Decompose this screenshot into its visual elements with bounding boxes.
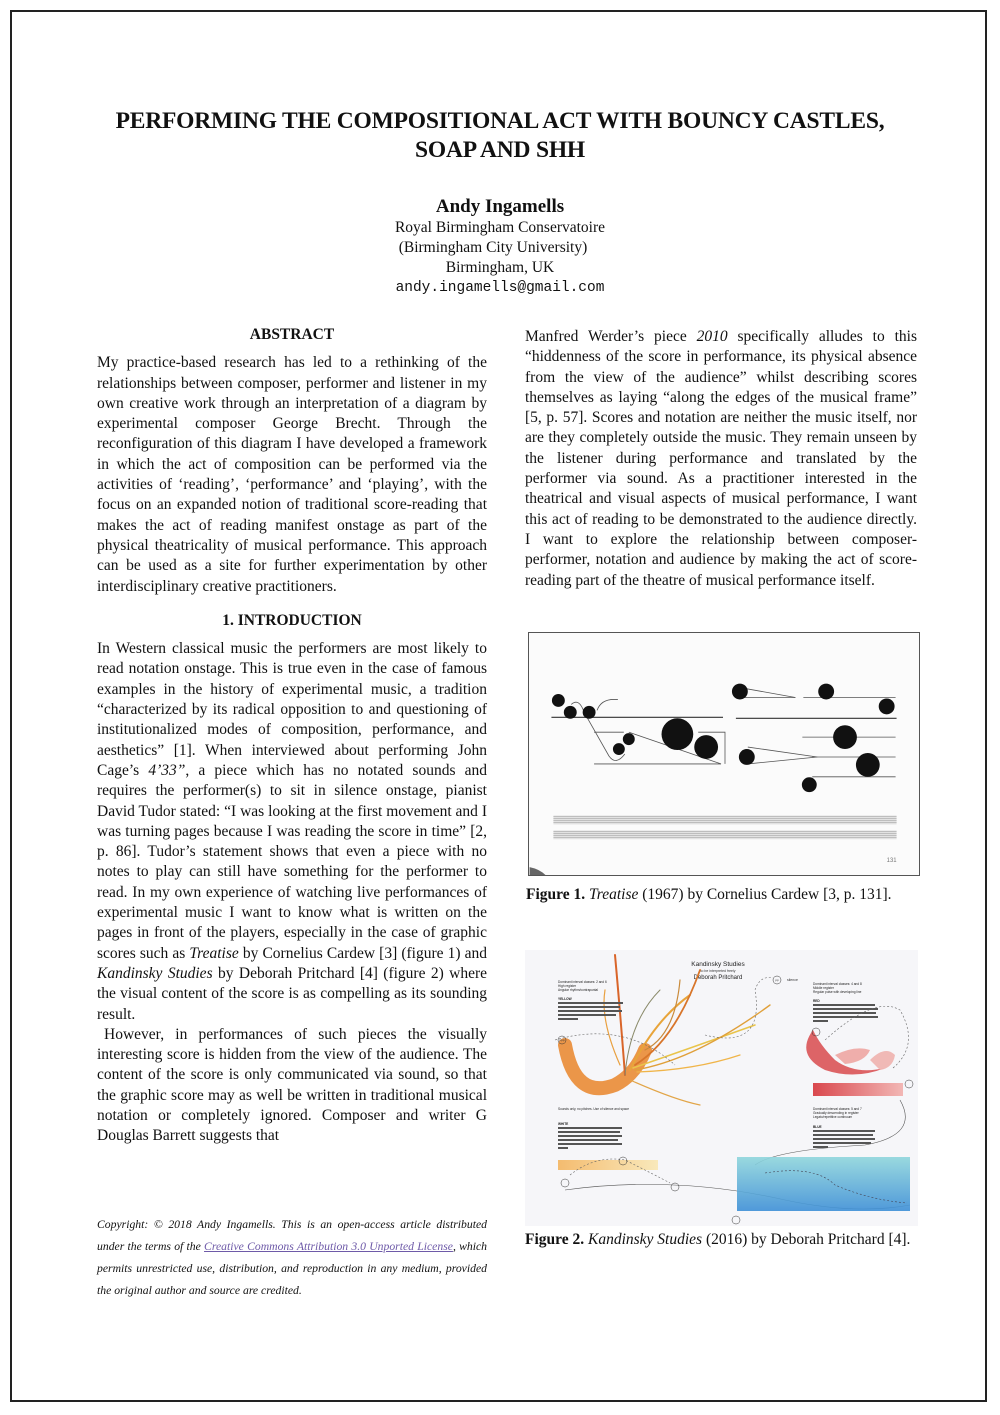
image-author: Deborah Pritchard bbox=[693, 975, 743, 981]
image-title: Kandinsky Studies bbox=[691, 961, 745, 968]
text-block bbox=[813, 1020, 828, 1022]
white-note: Sounds only, no pitches. Use of silence and space bbox=[558, 1107, 629, 1111]
work-title-treatise: Treatise bbox=[189, 944, 239, 962]
introduction-paragraph-1 bbox=[97, 639, 487, 1025]
text-block bbox=[558, 1143, 622, 1145]
annotation-text: Angular rhythm/contrapuntal bbox=[558, 988, 599, 992]
figure-1-caption bbox=[526, 885, 926, 905]
figure-2-caption-rest: (2016) by Deborah Pritchard [4]. bbox=[702, 1231, 911, 1248]
title-line-2: SOAP AND SHH bbox=[415, 137, 585, 163]
text-block bbox=[558, 1147, 568, 1149]
score-circle bbox=[662, 718, 694, 750]
text-block bbox=[558, 1006, 620, 1008]
staff-upper bbox=[553, 815, 896, 824]
score-circle bbox=[694, 735, 718, 759]
score-circle bbox=[739, 749, 755, 765]
right-column bbox=[525, 327, 917, 591]
figure-1-title: Treatise bbox=[589, 886, 639, 903]
blue-band bbox=[737, 1157, 910, 1211]
text-block bbox=[558, 1018, 578, 1020]
figure-1-label: Figure 1. bbox=[526, 886, 586, 903]
annotation-text: High register bbox=[558, 984, 577, 988]
text-block bbox=[558, 1010, 622, 1012]
author-location: Birmingham, UK bbox=[445, 259, 555, 276]
score-circle bbox=[552, 694, 565, 707]
text-block bbox=[558, 1014, 616, 1016]
score-circle bbox=[564, 706, 577, 719]
figure-2-image bbox=[525, 950, 918, 1226]
figure-2-label: Figure 2. bbox=[525, 1231, 585, 1248]
text-block bbox=[813, 1004, 875, 1006]
score-circle bbox=[732, 684, 748, 700]
score-circle bbox=[583, 706, 596, 719]
text-block bbox=[558, 1139, 618, 1141]
blue-heading: BLUE bbox=[813, 1125, 822, 1129]
annotation-text: Legato/repetitive continuum bbox=[813, 1115, 853, 1119]
score-circle bbox=[856, 753, 880, 777]
text-block bbox=[558, 1127, 622, 1129]
annotation-text: Regular pulse with developing line bbox=[813, 990, 862, 994]
score-circle bbox=[818, 684, 834, 700]
annotation-text: Middle register bbox=[813, 986, 834, 990]
intro-text-c: by Cornelius Cardew [3] (figure 1) and bbox=[238, 944, 488, 962]
affiliation-line-1: Royal Birmingham Conservatoire bbox=[394, 219, 606, 236]
dynamic-label: ppp bbox=[559, 1038, 565, 1042]
work-title-kandinsky: Kandinsky Studies bbox=[97, 964, 213, 982]
figure-1-caption-rest: (1967) by Cornelius Cardew [3, p. 131]. bbox=[638, 886, 892, 903]
author-email[interactable]: andy.ingamells@gmail.com bbox=[395, 280, 605, 296]
text-block bbox=[558, 1135, 622, 1137]
right-column-paragraph bbox=[525, 327, 917, 591]
annotation-text: Dominant interval classes: 2 and 6 bbox=[558, 980, 607, 984]
text-block bbox=[813, 1130, 875, 1132]
work-title-2010: 2010 bbox=[696, 328, 728, 345]
score-circle bbox=[613, 743, 625, 755]
introduction-paragraph-2: However, in performances of such pieces the visually interesting score is hidden from the view of the audience. The content of the score is only communicated via sound, so that the graphic score may as well be written in traditional musical notation or completely ignored. Composer and writer G Douglas Barrett suggests that bbox=[97, 1025, 487, 1145]
text-block bbox=[813, 1138, 875, 1140]
right-text-a: Manfred Werder’s piece bbox=[525, 328, 697, 345]
copyright-text-a: Copyright: © 2018 Andy Ingamells. This is an open-access article distributed under the terms of the bbox=[97, 1218, 487, 1253]
staff-band bbox=[553, 815, 896, 824]
image-subtitle: to be interpreted freely bbox=[700, 969, 736, 973]
work-title-433: 4’33” bbox=[148, 761, 186, 779]
white-heading: WHITE bbox=[558, 1122, 569, 1126]
silence-label: silence bbox=[787, 978, 798, 982]
score-circle bbox=[833, 725, 857, 749]
yellow-band bbox=[558, 1160, 658, 1170]
kandinsky-studies-drawing bbox=[525, 950, 918, 1226]
red-band bbox=[813, 1083, 903, 1096]
left-column bbox=[97, 325, 487, 1147]
annotation-text: Gradually descending in register bbox=[813, 1111, 859, 1115]
title-line-1: PERFORMING THE COMPOSITIONAL ACT WITH BOUNCY CASTLES, bbox=[115, 108, 885, 134]
staff-band bbox=[553, 830, 896, 839]
text-block bbox=[813, 1016, 878, 1018]
score-circle bbox=[623, 733, 635, 745]
text-block bbox=[813, 1008, 878, 1010]
text-block bbox=[813, 1142, 871, 1144]
right-text-b: specifically alludes to this “hiddenness of the score in performance, its physical absence from the view of the audience” whilst describing scores themselves as laying “along the edges of the musical frame” [5, p. 57]. Scores and notation are neither the music itself, nor are they completely outside the music. They remain unseen by the listener during performance and translated by the performer via sound. As a practitioner interested in the theatrical and visual aspects of musical performance, I want this act of reading to be demonstrated to the audience directly. I want to explore the relationship between composer-performer, notation and audience by making the act of score-reading part of the theatre of musical performance itself. bbox=[525, 328, 917, 589]
copyright-text-b: , which permits unrestricted use, distribution, and reproduction in any medium, provided the original author and source are credited. bbox=[97, 1240, 488, 1297]
intro-text-b: , a piece which has no notated sounds and requires the performer(s) to sit in silence onstage, pianist David Tudor stated: “I was looking at the first movement and I was turning pages because I was reading the score in time” [2, p. 86]. Tudor’s statement shows that even a piece with no notes to play can still have something for the performer to read. In my own experience of watching live performances of experimental music I want to know what is written on the pages in front of the players, especially in the case of graphic scores such as bbox=[97, 761, 488, 962]
dynamic-label: pp bbox=[775, 978, 779, 982]
text-block bbox=[558, 1131, 620, 1133]
abstract-heading: ABSTRACT bbox=[249, 326, 335, 343]
red-heading: RED bbox=[813, 999, 820, 1003]
text-block bbox=[813, 1012, 876, 1014]
annotation-text: Dominant interval classes: 5 and 7 bbox=[813, 1107, 862, 1111]
intro-text-d: by Deborah Pritchard [4] (figure 2) where the visual content of the score is as compelling as its sounding result. bbox=[97, 964, 488, 1023]
paper-title bbox=[60, 107, 940, 165]
introduction-heading: 1. INTRODUCTION bbox=[222, 611, 362, 629]
score-circle bbox=[879, 698, 895, 714]
treatise-score-drawing bbox=[529, 633, 919, 875]
author-name: Andy Ingamells bbox=[435, 196, 565, 217]
staff-lower bbox=[553, 830, 896, 839]
yellow-heading: YELLOW bbox=[558, 997, 572, 1001]
affiliation-line-2: (Birmingham City University) bbox=[398, 239, 588, 256]
figure-2-caption bbox=[525, 1230, 920, 1250]
text-block bbox=[813, 1134, 873, 1136]
annotation-text: Dominant interval classes: 4 and 8 bbox=[813, 982, 862, 986]
intro-text-a: In Western classical music the performers are most likely to read notation onstage. This is true even in the case of famous examples in the history of experimental music, a tradition “characterized by its radical opposition to and questioning of institutionalized modes of composition, performance, and aesthetics” [1]. When interviewed about performing John Cage’s bbox=[97, 640, 487, 779]
abstract-text: My practice-based research has led to a rethinking of the relationships between composer, performer and listener in my own creative work through an interpretation of a diagram by experimental composer George Brecht. Through the reconfiguration of this diagram I have developed a framework in which the act of composition can be performed via the activities of ‘reading’, ‘performance’ and ‘playing’, with the focus on an expanded notion of traditional score-reading that makes the act of reading manifest onstage as part of the physical theatricality of musical performance. This approach can be used as a site for further experimentation by other interdisciplinary creative practitioners. bbox=[97, 354, 487, 595]
author-block bbox=[300, 196, 700, 298]
figure-2-title: Kandinsky Studies bbox=[588, 1231, 703, 1248]
figure-1-page-number: 131 bbox=[886, 858, 897, 865]
copyright-notice bbox=[97, 1214, 487, 1302]
text-block bbox=[558, 1002, 623, 1004]
score-circle bbox=[802, 777, 817, 792]
license-link[interactable]: Creative Commons Attribution 3.0 Unported License bbox=[204, 1240, 453, 1253]
figure-1-image bbox=[528, 632, 920, 876]
